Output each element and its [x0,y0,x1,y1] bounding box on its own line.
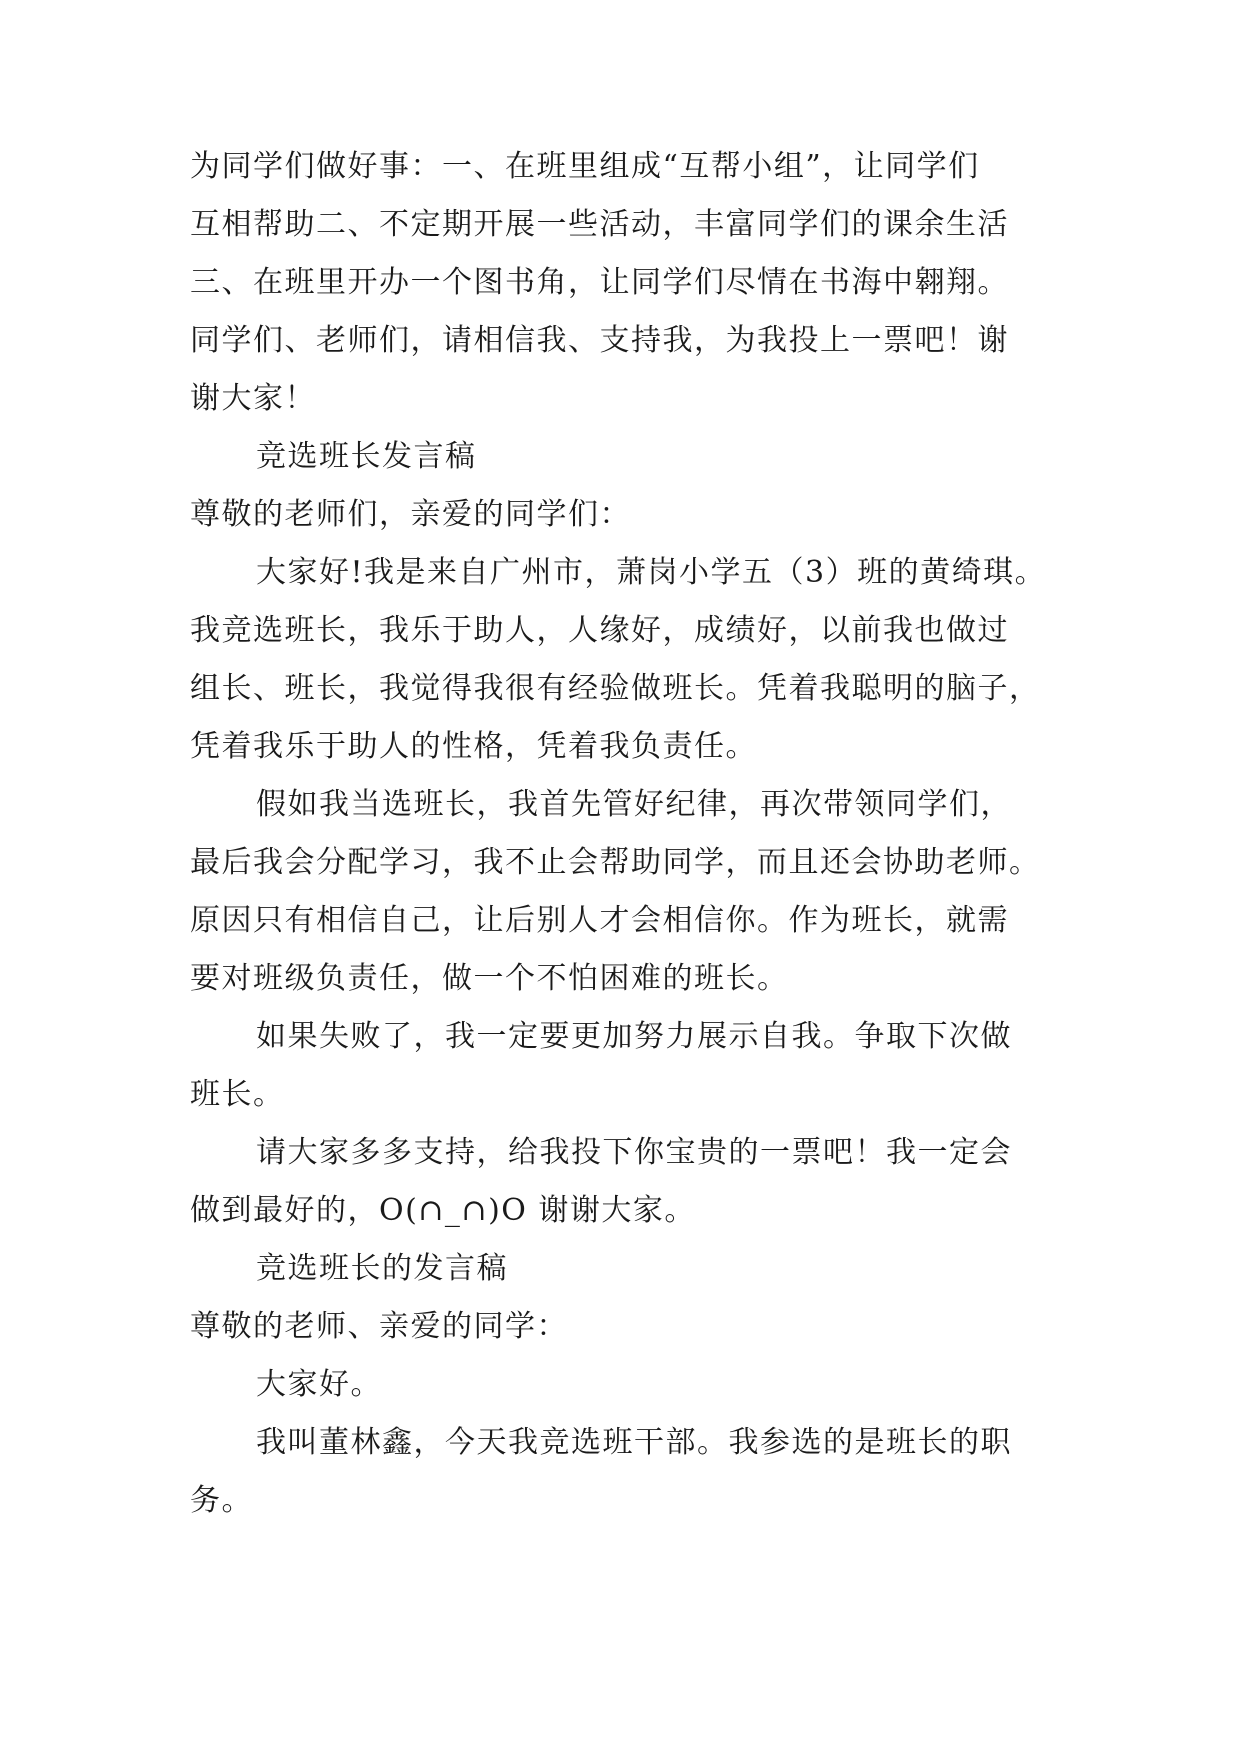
salutation: 尊敬的老师、亲爱的同学： [190,1309,568,1344]
text-line: 原因只有相信自己，让后别人才会相信你。作为班长，就需 [190,903,1009,938]
text-line: 如果失败了，我一定要更加努力展示自我。争取下次做 [256,1019,1012,1054]
text-line: 我叫董林鑫，今天我竞选班干部。我参选的是班长的职 [256,1425,1012,1460]
section-title: 竞选班长发言稿 [256,439,477,474]
text-line: 我竞选班长，我乐于助人，人缘好，成绩好，以前我也做过 [190,613,1009,648]
text-line: 班长。 [190,1077,285,1112]
text-line: 最后我会分配学习，我不止会帮助同学，而且还会协助老师。 [190,845,1041,880]
section-title: 竞选班长的发言稿 [256,1251,508,1286]
text-line: 谢大家！ [190,381,316,416]
text-line: 要对班级负责任，做一个不怕困难的班长。 [190,961,789,996]
text-line: 大家好。 [256,1367,382,1402]
text-line: 凭着我乐于助人的性格，凭着我负责任。 [190,729,757,764]
text-line: 三、在班里开办一个图书角，让同学们尽情在书海中翱翔。 [190,265,1009,300]
text-line: 假如我当选班长，我首先管好纪律，再次带领同学们， [256,787,1012,822]
text-line: 同学们、老师们，请相信我、支持我，为我投上一票吧！谢 [190,323,1009,358]
text-line: 请大家多多支持，给我投下你宝贵的一票吧！我一定会 [256,1135,1012,1170]
text-line: 为同学们做好事：一、在班里组成“互帮小组”，让同学们 [190,149,980,184]
text-line: 大家好!我是来自广州市，萧岗小学五（3）班的黄绮琪。 [256,555,1047,590]
text-line: 组长、班长，我觉得我很有经验做班长。凭着我聪明的脑子， [190,671,1041,706]
text-line: 务。 [190,1483,253,1518]
salutation: 尊敬的老师们，亲爱的同学们： [190,497,631,532]
text-line: 互相帮助二、不定期开展一些活动，丰富同学们的课余生活 [190,207,1009,242]
text-line: 做到最好的，O(∩_∩)O 谢谢大家。 [190,1193,696,1228]
